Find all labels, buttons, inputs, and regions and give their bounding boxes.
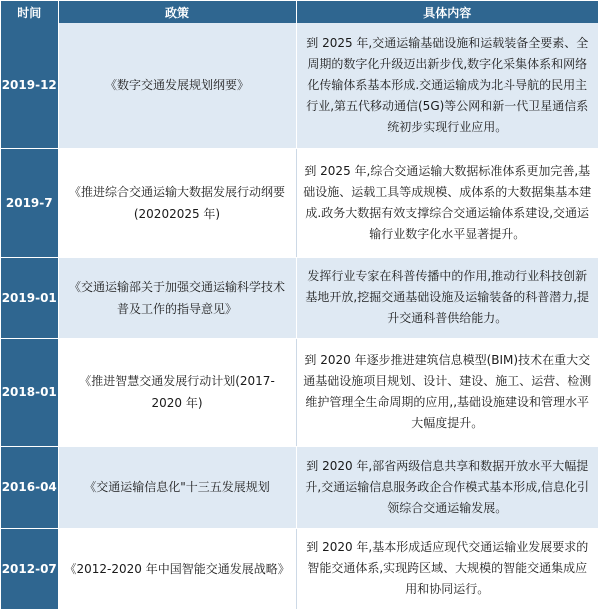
- table-row: [1, 23, 598, 148]
- row-detail: 到 2020 年,基本形成适应现代交通运输业发展要求的智能交通体系,实现跨区域、大规模的智能交通集成应用和协同运行。: [296, 528, 598, 609]
- row-policy: 《2012-2020 年中国智能交通发展战略》: [58, 528, 296, 609]
- row-policy: 《交通运输信息化"十三五发展规划: [58, 446, 296, 528]
- row-policy: 《数字交通发展规划纲要》: [58, 23, 296, 148]
- row-policy: 《推进综合交通运输大数据发展行动纲要(20202025 年): [58, 148, 296, 257]
- row-detail: 到 2020 年,部省两级信息共享和数据开放水平大幅提升,交通运输信息服务政企合作模式基本形成,信息化引领综合交通运输发展。: [296, 446, 598, 528]
- row-policy: 《推进智慧交通发展行动计划(2017-2020 年): [58, 338, 296, 446]
- row-detail: 到 2025 年,综合交通运输大数据标准体系更加完善,基础设施、运载工具等成规模、成体系的大数据集基本建成.政务大数据有效支撑综合交通运输体系建设,交通运输行业数字化水平显著提升。: [296, 148, 598, 257]
- header-detail: 具体内容: [296, 1, 598, 23]
- row-time: 2019-7: [1, 148, 58, 257]
- row-time: 2018-01: [1, 338, 58, 446]
- header-policy: 政策: [58, 1, 296, 23]
- row-detail: 到 2020 年逐步推进建筑信息模型(BIM)技术在重大交通基础设施项目规划、设计、建设、施工、运营、检测维护管理全生命周期的应用,,基础设施建设和管理水平大幅度提升。: [296, 338, 598, 446]
- header-row: [1, 1, 598, 23]
- header-time: 时间: [1, 1, 58, 23]
- table-row: [1, 338, 598, 446]
- row-detail: 到 2025 年,交通运输基础设施和运载装备全要素、全周期的数字化升级迈出新步伐,数字化采集体系和网络化传输体系基本形成.交通运输成为北斗导航的民用主行业,第五代移动通信(5G)等公网和新一代卫星通信系统初步实现行业应用。: [296, 23, 598, 148]
- row-time: 2019-12: [1, 23, 58, 148]
- table-row: [1, 257, 598, 338]
- row-policy: 《交通运输部关于加强交通运输科学技术普及工作的指导意见》: [58, 257, 296, 338]
- row-time: 2016-04: [1, 446, 58, 528]
- table-row: [1, 148, 598, 257]
- row-detail: 发挥行业专家在科普传播中的作用,推动行业科技创新基地开放,挖掘交通基础设施及运输装备的科普潜力,提升交通科普供给能力。: [296, 257, 598, 338]
- row-time: 2019-01: [1, 257, 58, 338]
- table-row: [1, 528, 598, 609]
- table-row: [1, 446, 598, 528]
- row-time: 2012-07: [1, 528, 58, 609]
- policy-table: [1, 1, 598, 610]
